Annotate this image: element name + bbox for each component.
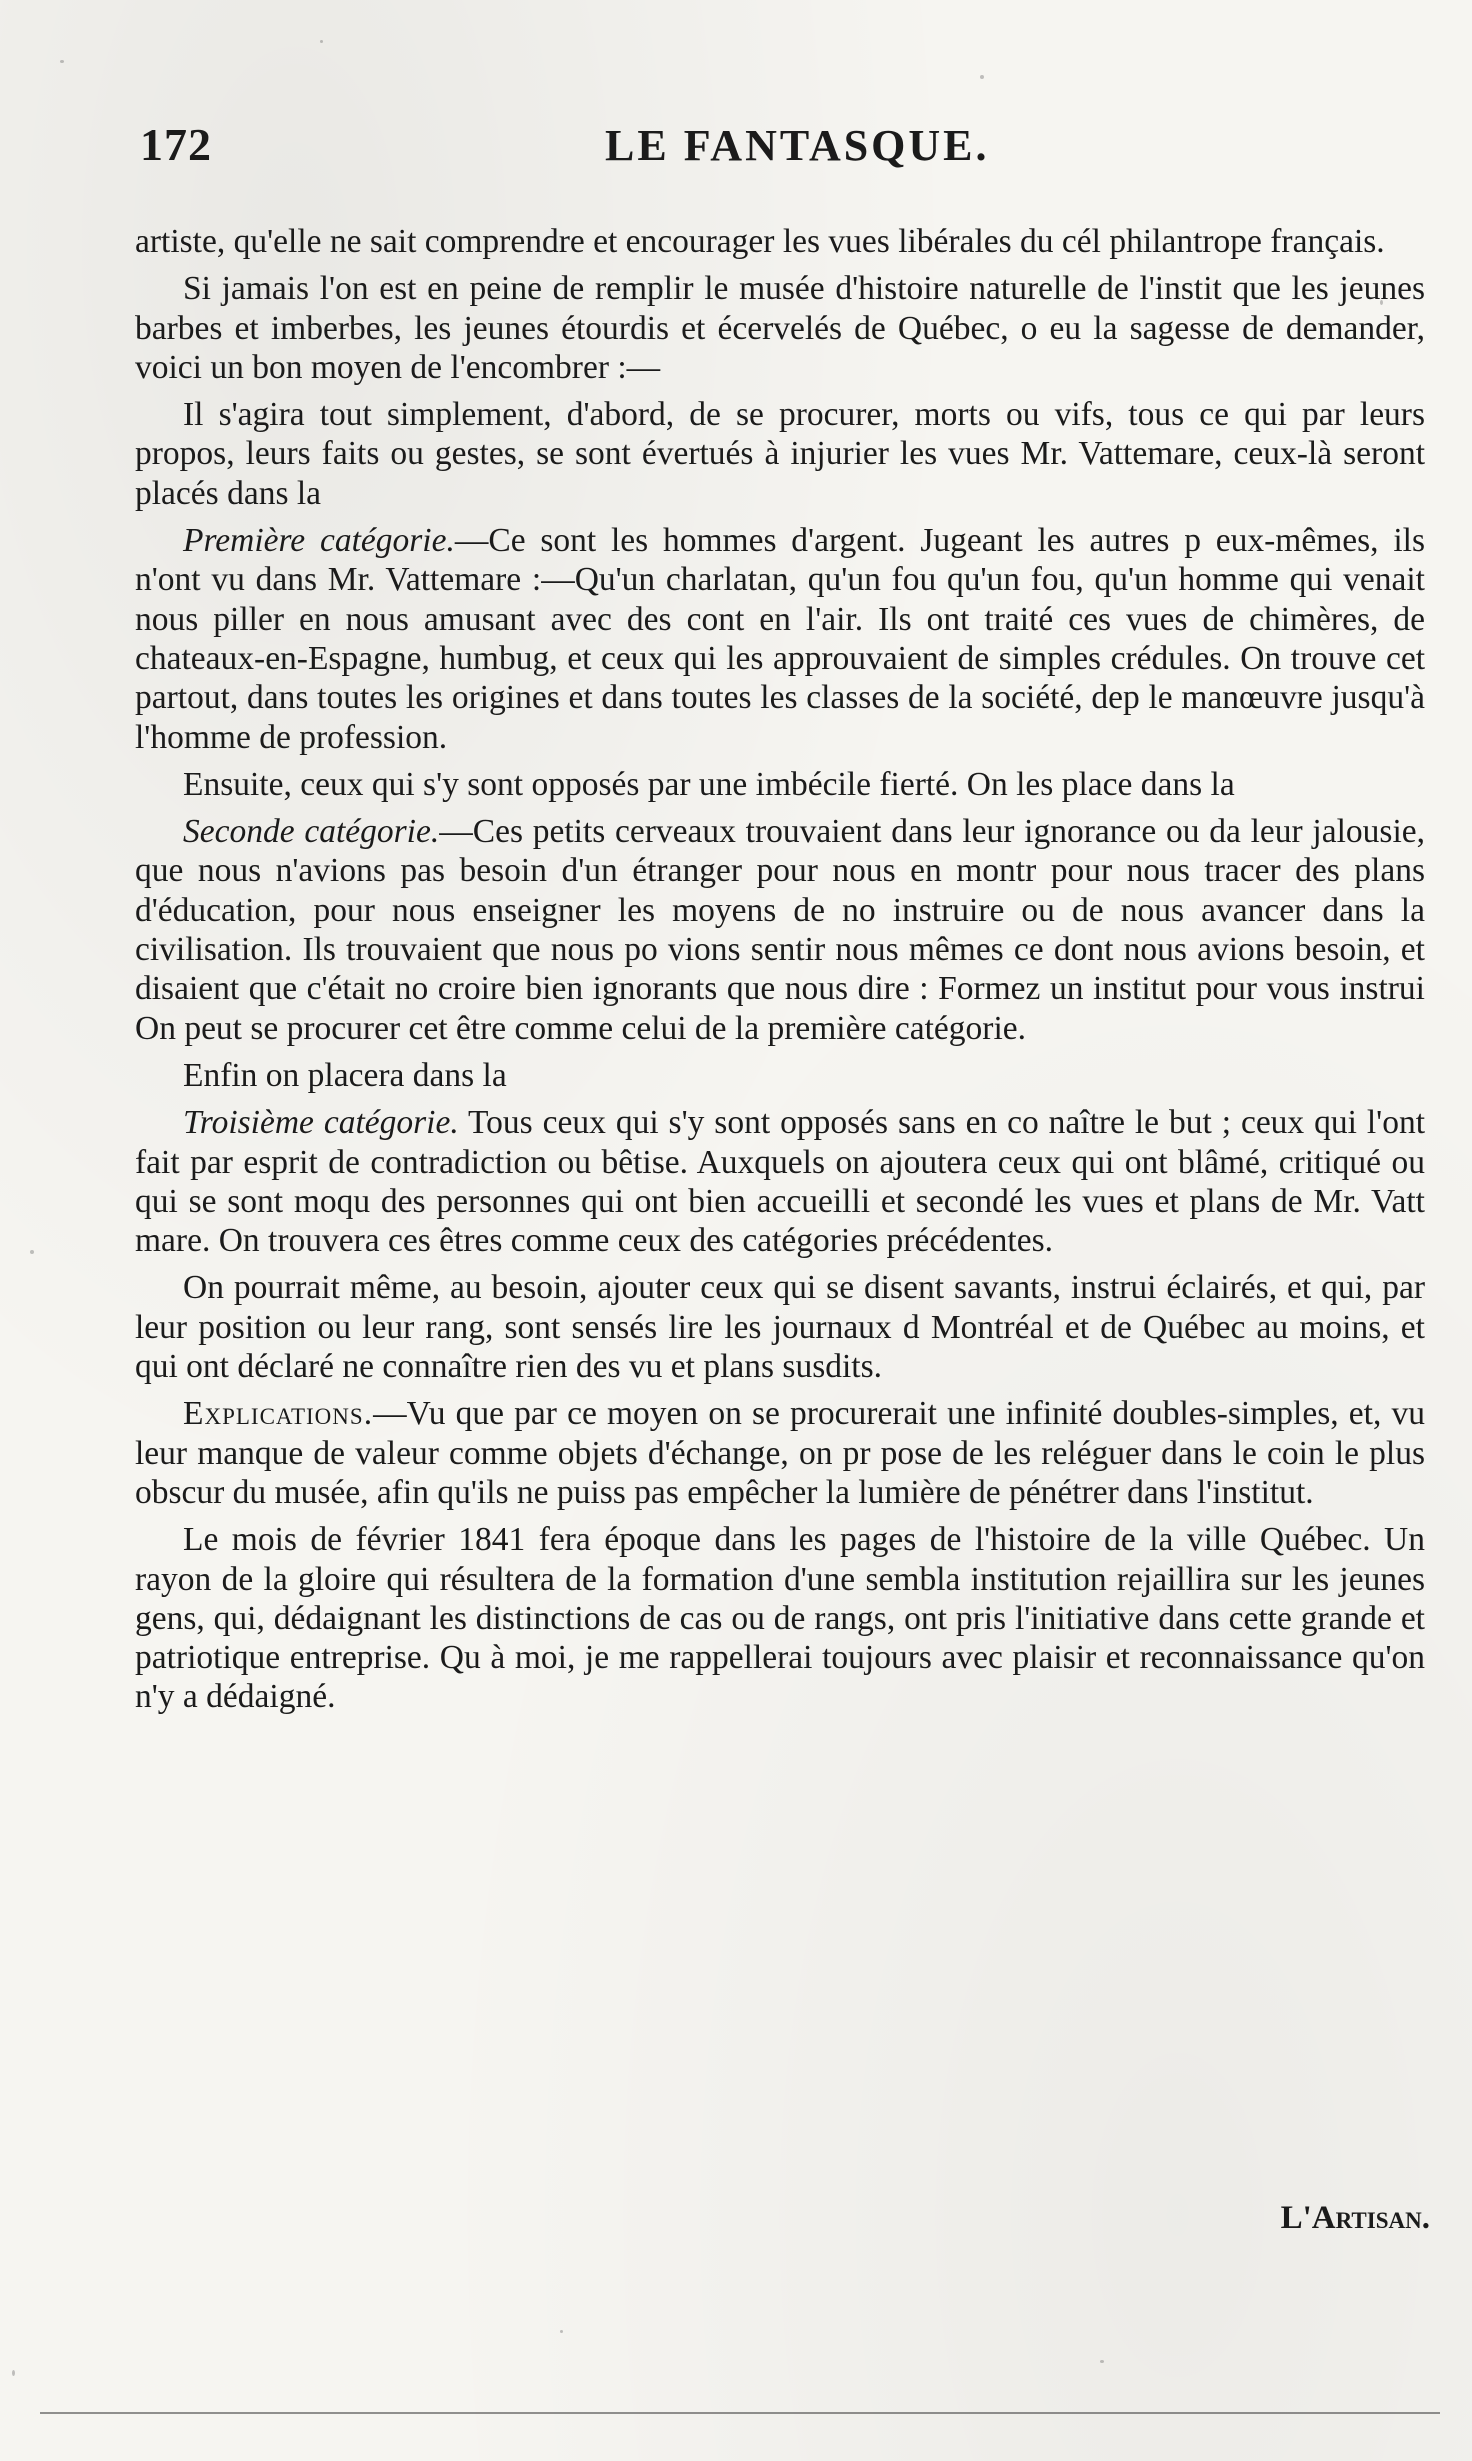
scan-speck — [60, 60, 64, 63]
paragraph-text: Enfin on placera dans la — [183, 1056, 507, 1094]
paragraph — [135, 395, 1425, 513]
page-number: 172 — [140, 119, 212, 170]
paragraph-text: Il s'agira tout simplement, d'abord, de se procurer, morts ou vifs, tous ce qui par leurs propos, leurs faits ou gestes, se sont évertués à injurier les vues Mr. Vattemare, ceux-là seront placés dans la — [135, 396, 1425, 512]
author-signature: L'Artisan. — [1280, 2200, 1430, 2236]
paragraph — [135, 1268, 1425, 1386]
running-title: LE FANTASQUE. — [605, 121, 990, 170]
scan-speck — [560, 2330, 563, 2333]
paragraph — [135, 521, 1425, 757]
paragraph-text: Le mois de février 1841 fera époque dans les pages de l'histoire de la ville Québec. Un rayon de la gloire qui résultera de la formation d'une sembla institution rejaillira sur les jeunes gens, qui, dédaignant les distinctions de cas ou de rangs, ont pris l'initiative dans cette grande et patriotique entreprise. Qu à moi, je me rappellerai toujours avec plaisir et reconnaissance qu'on n'y a dédaigné. — [135, 1521, 1425, 1716]
scan-speck — [30, 1250, 34, 1254]
explanations-heading: Explications. — [183, 1395, 374, 1433]
paragraph — [135, 1520, 1425, 1716]
paragraph — [135, 1103, 1425, 1260]
scan-speck — [12, 2370, 15, 2376]
paragraph — [135, 269, 1425, 387]
paragraph-text: —Vu que par ce moyen on se procurerait une infinité doubles-simples, et, vu leur manque de valeur comme objets d'échange, on pr pose de les reléguer dans le coin le plus obscur du musée, afin qu'ils ne puiss pas empêcher la lumière de pénétrer dans l'institut. — [135, 1395, 1425, 1511]
paragraph — [135, 1056, 1425, 1095]
category-heading: Seconde catégorie. — [183, 813, 440, 851]
bottom-rule — [40, 2412, 1440, 2414]
page-header — [140, 118, 1340, 178]
scan-speck — [1380, 300, 1383, 305]
paragraph-text: Si jamais l'on est en peine de remplir le musée d'histoire naturelle de l'instit que les jeunes barbes et imberbes, les jeunes étourdis et écervelés de Québec, o eu la sagesse de demander, voici un bon moyen de l'encombrer :— — [135, 270, 1425, 386]
category-heading: Première catégorie. — [183, 522, 455, 560]
category-heading: Troisième catégorie. — [183, 1104, 459, 1142]
paragraph-text: Tous ceux qui s'y sont opposés sans en co naître le but ; ceux qui l'ont fait par esprit de contradiction ou bêtise. Auxquels on ajoutera ceux qui ont blâmé, critiqué ou qui se sont moqu des personnes qui ont bien accueilli et secondé les vues et plans de Mr. Vatt mare. On trouvera ces êtres comme ceux des catégories précédentes. — [135, 1104, 1426, 1260]
paragraph-text: artiste, qu'elle ne sait comprendre et encourager les vues libérales du cél philantrope français. — [135, 223, 1385, 260]
paragraph — [135, 765, 1425, 804]
paragraph-text: Ensuite, ceux qui s'y sont opposés par une imbécile fierté. On les place dans la — [183, 765, 1235, 803]
paragraph — [135, 1394, 1425, 1512]
article-body — [135, 222, 1425, 1725]
paragraph-text: —Ce sont les hommes d'argent. Jugeant les autres p eux-mêmes, ils n'ont vu dans Mr. Vattemare :—Qu'un charlatan, qu'un fou qu'un fou, qu'un homme qui venait nous piller en nous amusant avec des cont en l'air. Ils ont traité ces vues de chimères, de chateaux-en-Espagne, humbug, et ceux qui les approuvaient de simples crédules. On trouve cet partout, dans toutes les origines et dans toutes les classes de la société, dep le manœuvre jusqu'à l'homme de profession. — [135, 522, 1425, 756]
scan-speck — [1100, 2360, 1104, 2363]
paragraph-text: On pourrait même, au besoin, ajouter ceux qui se disent savants, instrui éclairés, et qui, par leur position ou leur rang, sont sensés lire les journaux d Montréal et de Québec au moins, et qui ont déclaré ne connaître rien des vu et plans susdits. — [135, 1269, 1425, 1386]
paragraph-text: —Ces petits cerveaux trouvaient dans leur ignorance ou da leur jalousie, que nous n'avions pas besoin d'un étranger pour nous en montr pour nous tracer des plans d'éducation, pour nous enseigner les moyens de no instruire ou de nous avancer dans la civilisation. Ils trouvaient que nous po vions sentir nous mêmes ce dont nous avions besoin, et disaient que c'était no croire bien ignorants que nous dire : Formez un institut pour vous instrui On peut se procurer cet être comme celui de la première catégorie. — [135, 813, 1425, 1047]
scan-speck — [980, 75, 984, 79]
paragraph — [135, 812, 1425, 1048]
scan-speck — [320, 40, 323, 43]
paragraph — [135, 222, 1425, 261]
